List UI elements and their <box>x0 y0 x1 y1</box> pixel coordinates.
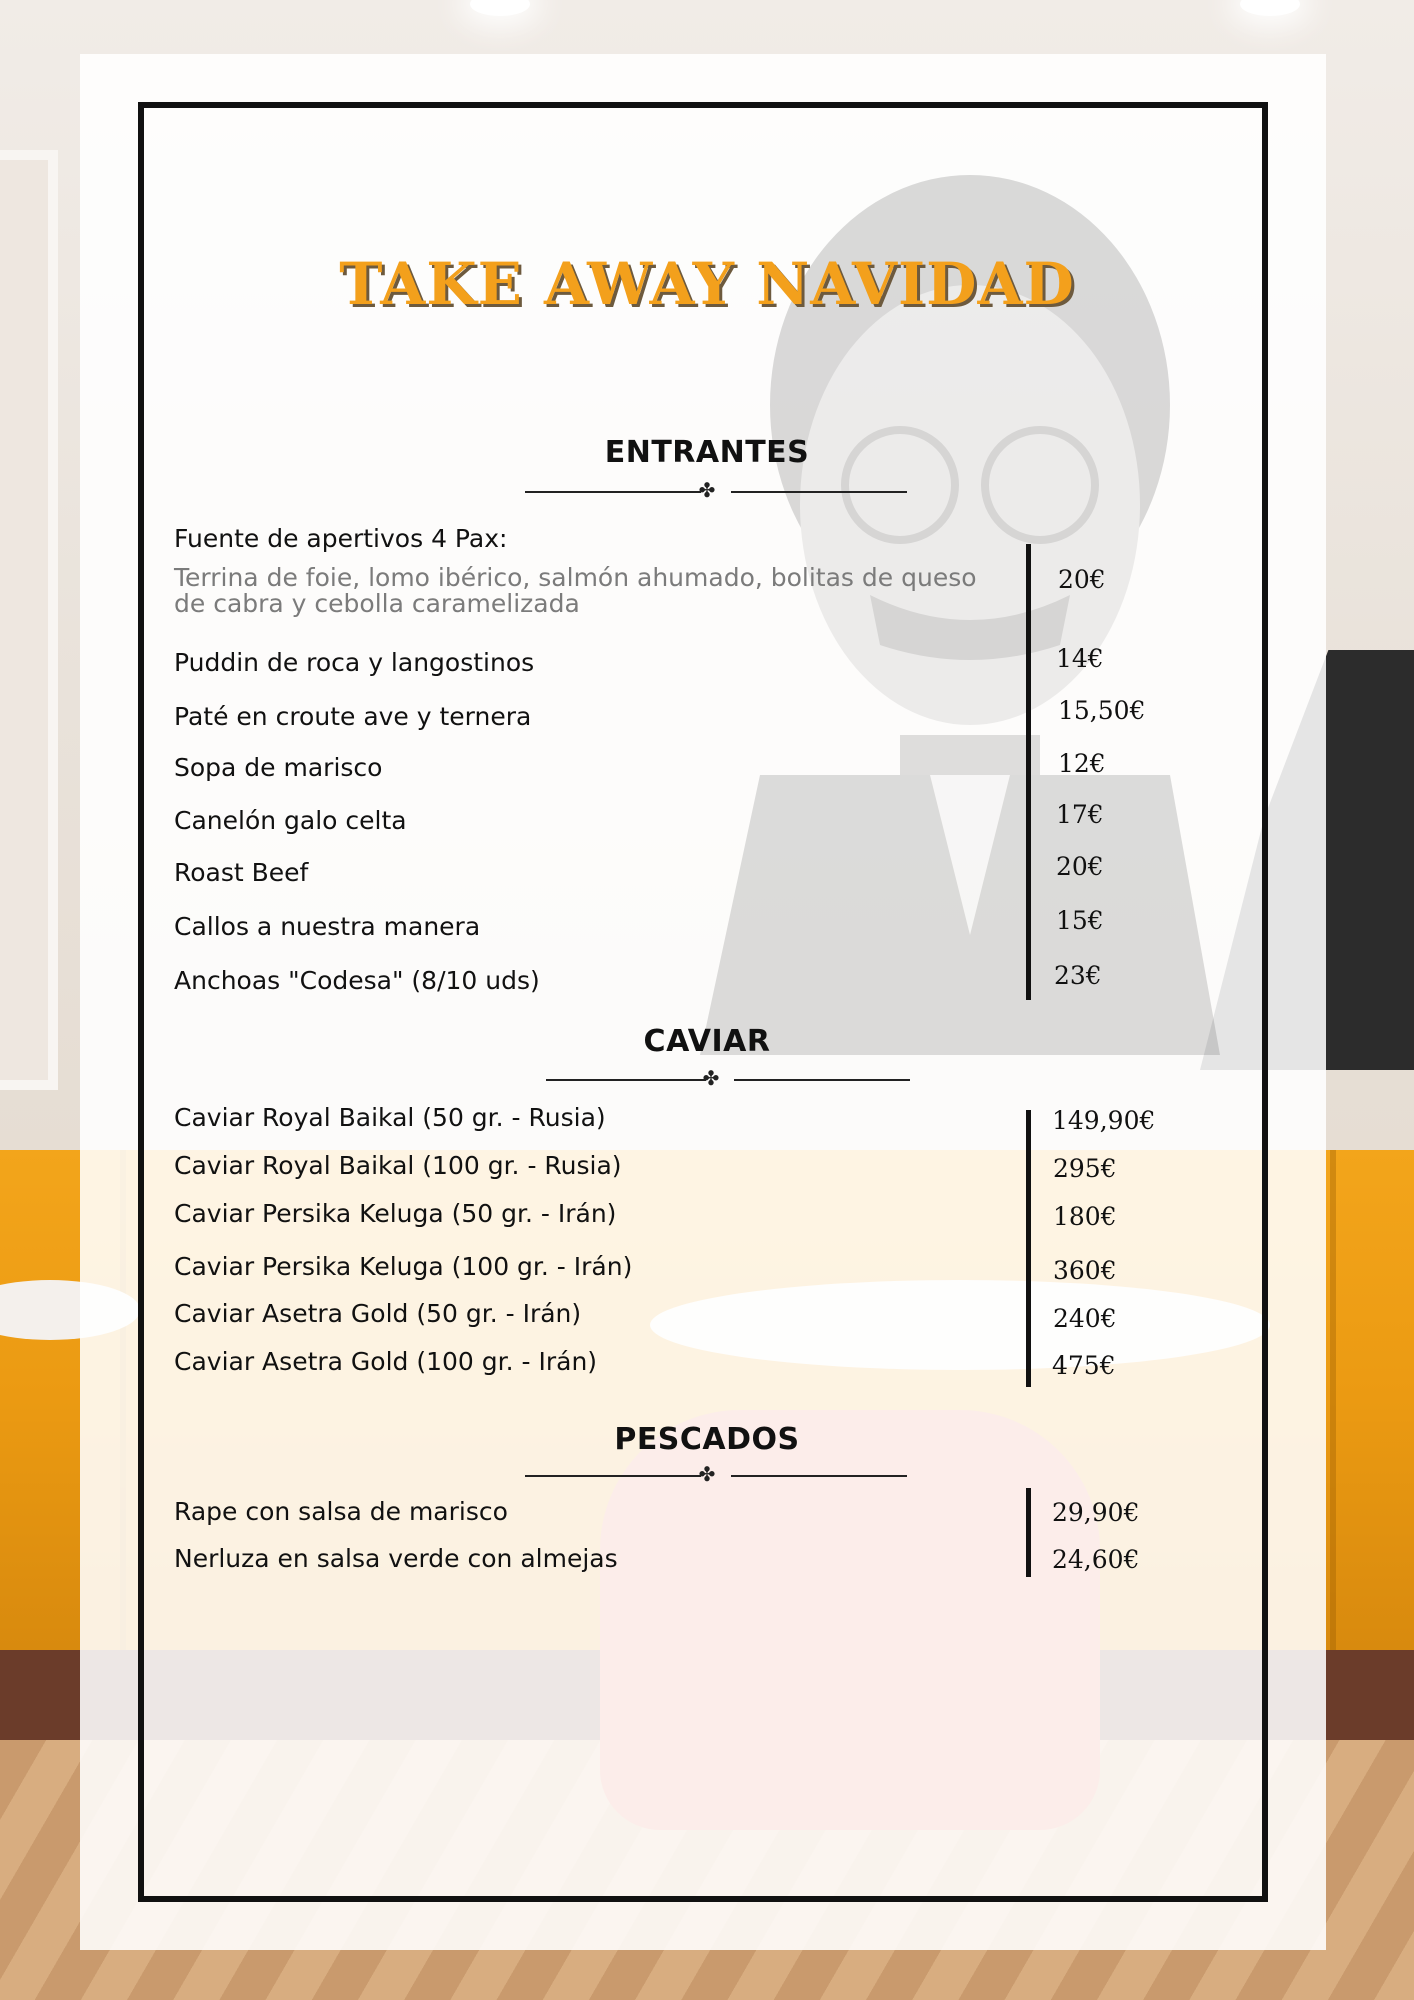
section-heading-entrantes: ENTRANTES <box>604 435 810 470</box>
section-heading-caviar: CAVIAR <box>643 1024 771 1059</box>
ornament-icon: ✤ <box>698 1464 716 1486</box>
menu-item-name: Paté en croute ave y ternera <box>174 702 532 731</box>
menu-item-name: Roast Beef <box>174 858 309 887</box>
menu-item-name: Caviar Asetra Gold (50 gr. - Irán) <box>174 1299 582 1328</box>
price-divider <box>1026 544 1031 1000</box>
menu-item-price: 24,60€ <box>1052 1545 1140 1574</box>
menu-item-name: Caviar Persika Keluga (50 gr. - Irán) <box>174 1199 617 1228</box>
menu-item-price: 29,90€ <box>1052 1498 1140 1527</box>
menu-item-name: Nerluza en salsa verde con almejas <box>174 1544 618 1573</box>
menu-item-name: Caviar Persika Keluga (100 gr. - Irán) <box>174 1252 633 1281</box>
menu-item-price: 14€ <box>1056 644 1104 673</box>
menu-item-price: 15€ <box>1056 906 1104 935</box>
menu-item-price: 360€ <box>1053 1256 1117 1285</box>
menu-item-name: Anchoas "Codesa" (8/10 uds) <box>174 966 540 995</box>
menu-item-name: Puddin de roca y langostinos <box>174 648 535 677</box>
menu-item-name: Caviar Royal Baikal (100 gr. - Rusia) <box>174 1151 622 1180</box>
menu-item-name: Callos a nuestra manera <box>174 912 481 941</box>
menu-item-name: Rape con salsa de marisco <box>174 1497 508 1526</box>
menu-item-price: 17€ <box>1056 800 1104 829</box>
menu-item-name: Canelón galo celta <box>174 806 407 835</box>
menu-frame <box>138 102 1268 1902</box>
section-divider <box>0 482 1414 502</box>
price-divider <box>1026 1488 1031 1577</box>
menu-item-name: Caviar Asetra Gold (100 gr. - Irán) <box>174 1347 598 1376</box>
menu-item-price: 295€ <box>1053 1154 1117 1183</box>
menu-item-price: 12€ <box>1058 749 1106 778</box>
menu-item-name: Sopa de marisco <box>174 753 383 782</box>
menu-item-price: 240€ <box>1053 1304 1117 1333</box>
menu-item-price: 20€ <box>1056 852 1104 881</box>
ornament-icon: ✤ <box>698 480 716 502</box>
menu-item-price: 23€ <box>1054 961 1102 990</box>
menu-item-price: 180€ <box>1053 1202 1117 1231</box>
ornament-icon: ✤ <box>702 1068 720 1090</box>
menu-item-name: Caviar Royal Baikal (50 gr. - Rusia) <box>174 1103 606 1132</box>
page-title: TAKE AWAY NAVIDAD <box>339 250 1075 318</box>
menu-item-name: Fuente de apertivos 4 Pax: <box>174 524 508 553</box>
bench-stripe <box>1330 1150 1336 1650</box>
section-heading-pescados: PESCADOS <box>614 1422 800 1457</box>
section-divider <box>0 1466 1414 1486</box>
section-divider <box>0 1070 1414 1090</box>
menu-item-price: 475€ <box>1052 1351 1116 1380</box>
menu-item-price: 20€ <box>1058 565 1106 594</box>
menu-item-description: Terrina de foie, lomo ibérico, salmón ahumado, bolitas de queso de cabra y cebolla caramelizada <box>174 563 977 618</box>
menu-item-price: 15,50€ <box>1058 696 1146 725</box>
price-divider <box>1026 1110 1031 1387</box>
menu-item-price: 149,90€ <box>1052 1106 1156 1135</box>
